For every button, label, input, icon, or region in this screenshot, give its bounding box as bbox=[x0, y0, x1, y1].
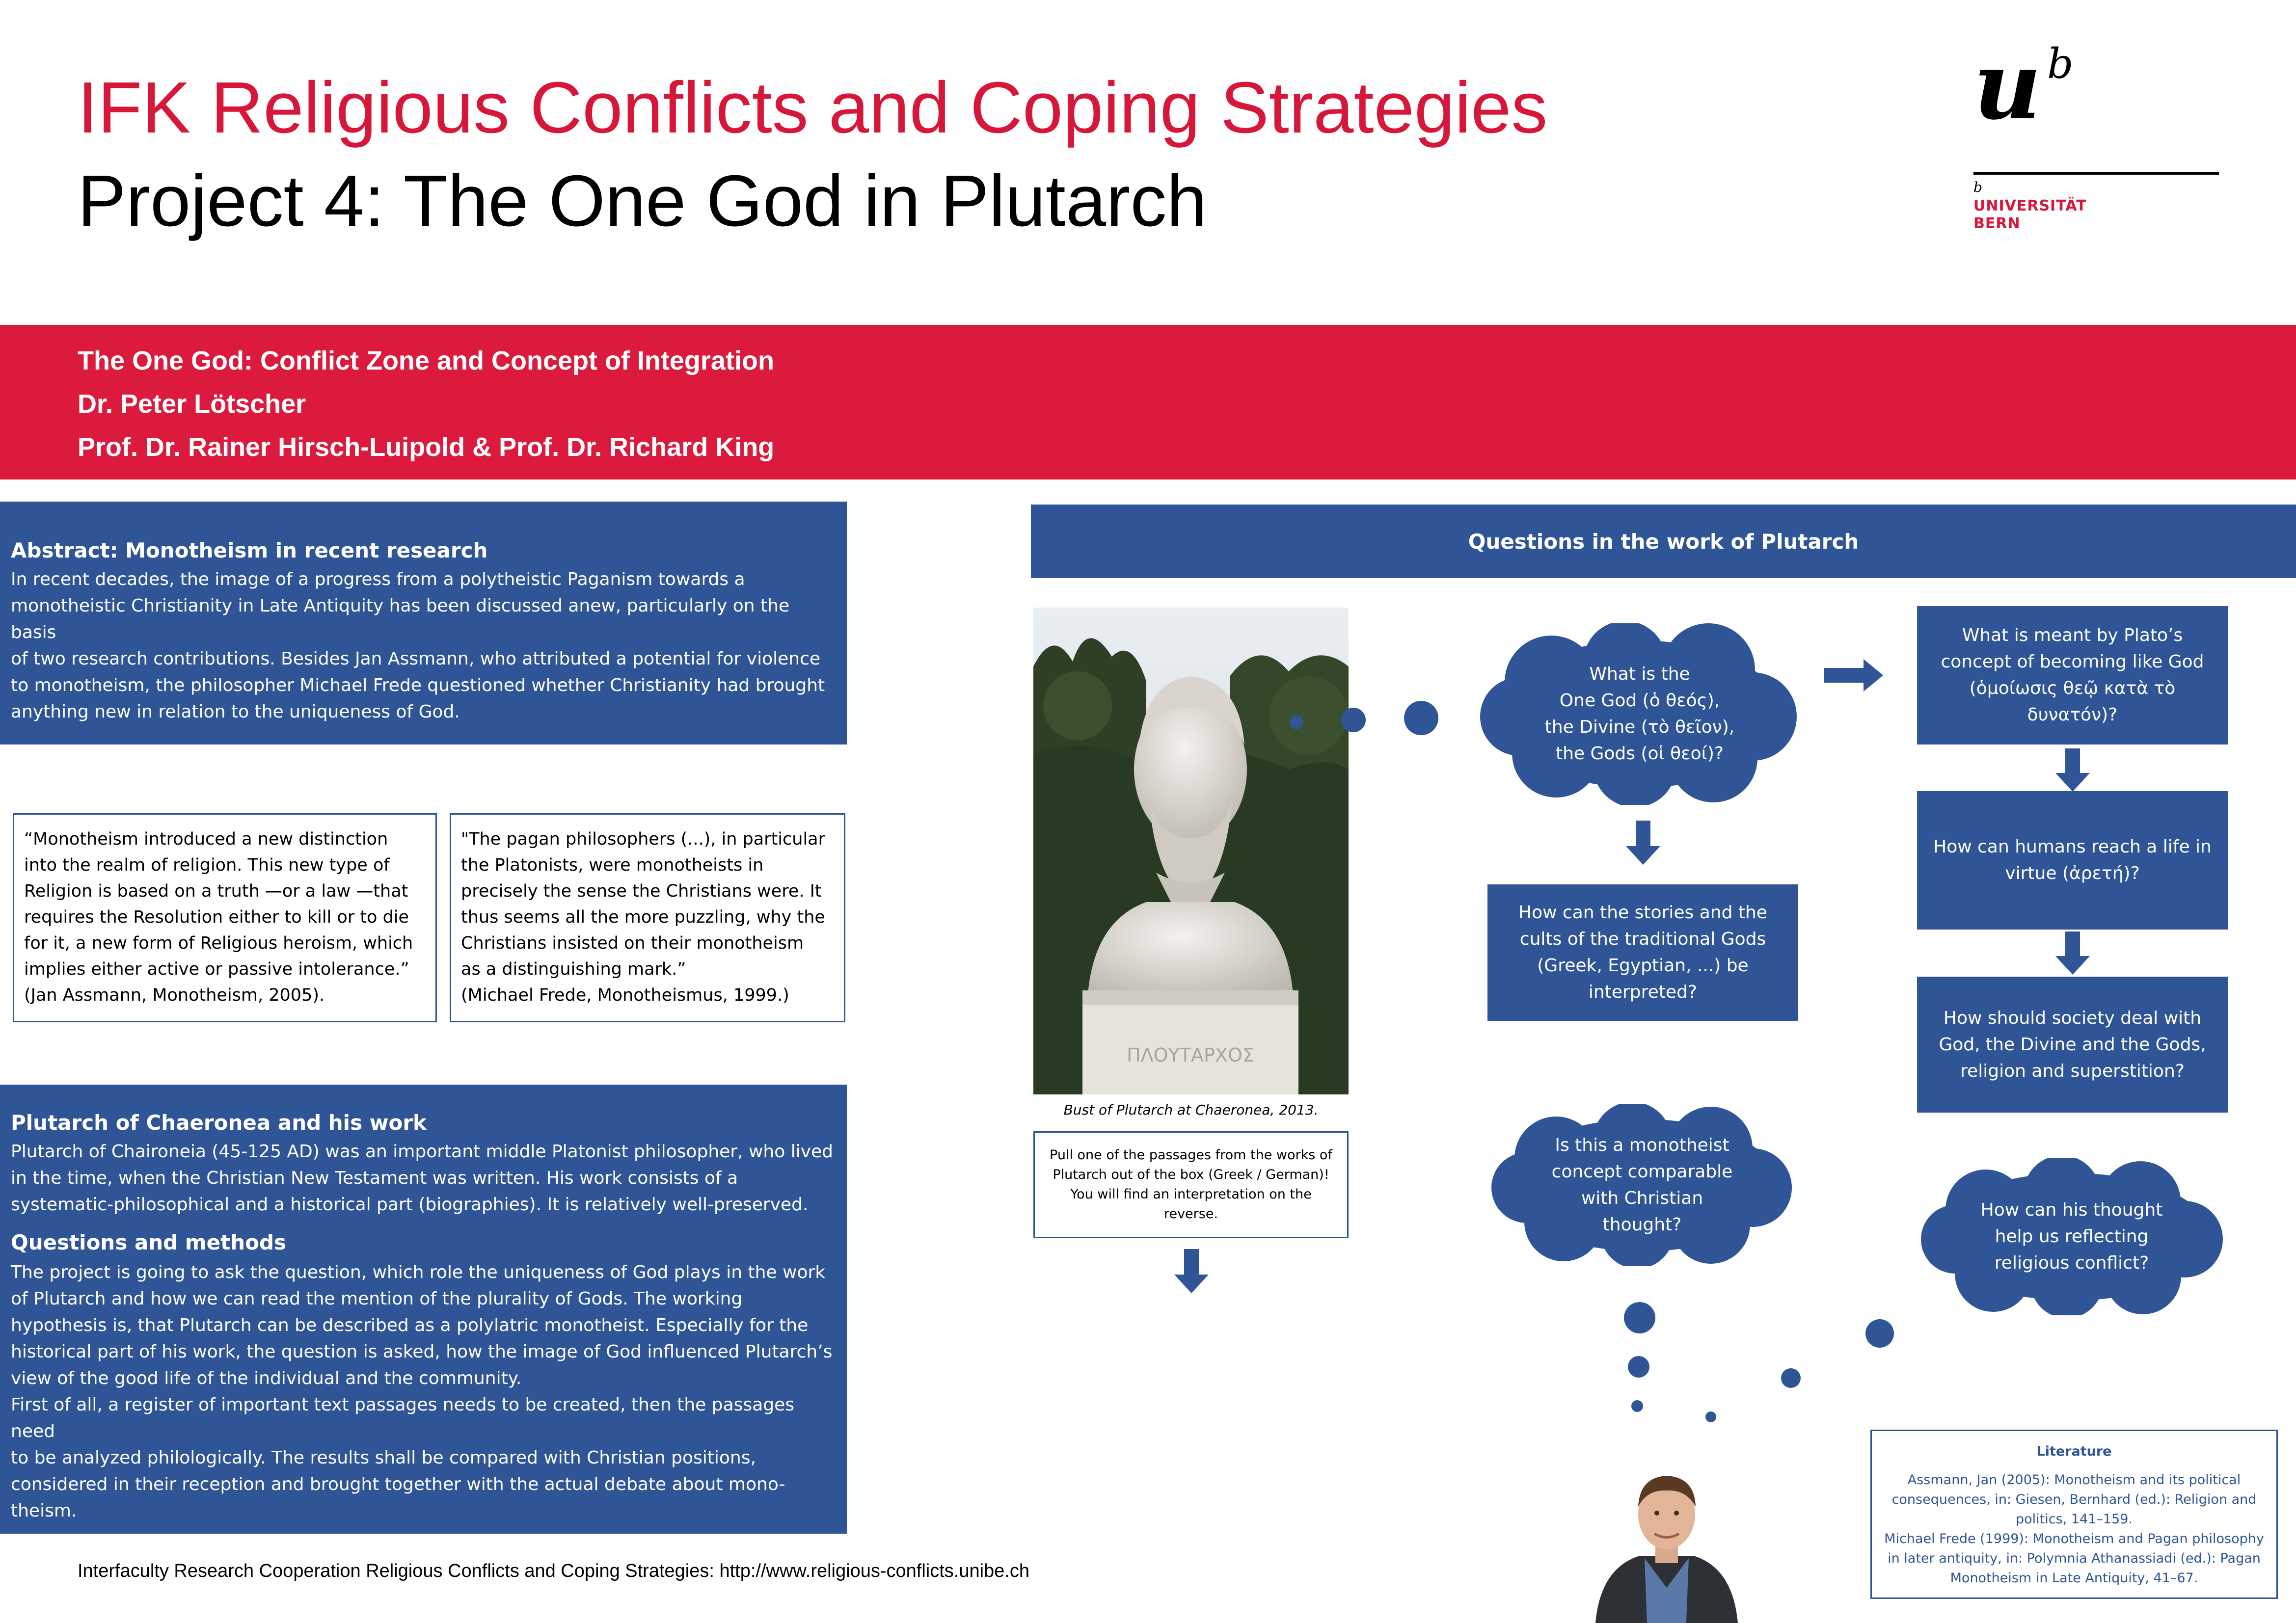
note-line: reverse. bbox=[1163, 1206, 1218, 1222]
literature-line: in later antiquity, in: Polymnia Athanassiadi (ed.): Pagan bbox=[1888, 1551, 2261, 1566]
cloud-line: the Divine (τὸ θεῖον), bbox=[1544, 717, 1735, 737]
literature-box bbox=[1870, 1430, 2278, 1599]
cloud-line: thought? bbox=[1602, 1215, 1682, 1235]
node-line: God, the Divine and the Gods, bbox=[1939, 1034, 2206, 1055]
questions-banner: Questions in the work of Plutarch bbox=[1031, 505, 2296, 578]
plutarch-box bbox=[0, 1085, 847, 1534]
quote-assmann bbox=[13, 813, 437, 1022]
node-line: cults of the traditional Gods bbox=[1519, 929, 1766, 949]
bust-inscription: ΠΛΟΥΤΑΡΧΟΣ bbox=[1127, 1044, 1254, 1066]
methods-line: hypothesis is, that Plutarch can be described as a polylatric monotheist. Especially for the bbox=[11, 1315, 809, 1335]
node-line: interpreted? bbox=[1588, 982, 1698, 1002]
thought-dot bbox=[1628, 1356, 1649, 1378]
passage-note bbox=[1033, 1131, 1349, 1238]
photo-caption: Bust of Plutarch at Chaeronea, 2013. bbox=[1063, 1102, 1319, 1118]
methods-line: theism. bbox=[11, 1501, 77, 1521]
literature-line: politics, 141–159. bbox=[2016, 1512, 2133, 1527]
methods-line: The project is going to ask the question, which role the uniqueness of God plays in the work bbox=[11, 1262, 826, 1282]
abstract-box bbox=[0, 502, 847, 745]
logo-line-2: BERN bbox=[1973, 215, 2021, 232]
methods-line: view of the good life of the individual and the community. bbox=[11, 1368, 522, 1388]
band-subtitle: The One God: Conflict Zone and Concept of Integration bbox=[78, 346, 774, 375]
node-line: concept of becoming like God bbox=[1941, 652, 2204, 672]
cloud-conflict bbox=[1912, 1158, 2231, 1315]
quote-line: the Platonists, were monotheists in bbox=[461, 855, 764, 875]
quote-line: thus seems all the more puzzling, why the bbox=[461, 907, 825, 927]
abstract-line: monotheistic Christianity in Late Antiquity has been discussed anew, particularly on the basis bbox=[11, 596, 790, 642]
cloud-line: How can his thought bbox=[1980, 1200, 2163, 1220]
node-line: δυνατόν)? bbox=[2027, 705, 2118, 725]
logo-superscript: b bbox=[2047, 40, 2074, 88]
down-arrow-icon bbox=[2055, 931, 2090, 975]
quote-line: for it, a new form of Religious heroism, which bbox=[24, 933, 413, 953]
logo-rule bbox=[1973, 172, 2219, 175]
quote-line: (Michael Frede, Monotheismus, 1999.) bbox=[461, 985, 789, 1005]
node-line: virtue (ἀρετή)? bbox=[2005, 863, 2140, 883]
footer-credit: Interfaculty Research Cooperation Religious Conflicts and Coping Strategies: http://www.religious-conflicts.unibe.ch bbox=[78, 1561, 1029, 1581]
cloud-line: religious conflict? bbox=[1994, 1253, 2149, 1273]
literature-line: Monotheism in Late Antiquity, 41–67. bbox=[1950, 1570, 2198, 1586]
quote-line: precisely the sense the Christians were. It bbox=[461, 881, 822, 901]
thought-dot bbox=[1705, 1411, 1716, 1422]
cloud-line: One God (ὁ θεός), bbox=[1559, 691, 1720, 711]
cloud-line: Is this a monotheist bbox=[1555, 1135, 1729, 1155]
cloud-monotheist bbox=[1485, 1104, 1799, 1266]
methods-line: considered in their reception and brought together with the actual debate about mono- bbox=[11, 1474, 785, 1494]
thought-dot bbox=[1865, 1319, 1894, 1348]
node-line: (ὁμοίωσις θεῷ κατὰ τὸ bbox=[1969, 678, 2176, 698]
note-line: Pull one of the passages from the works of bbox=[1050, 1147, 1332, 1163]
abstract-line: to monotheism, the philosopher Michael Frede questioned whether Christianity had brought bbox=[11, 675, 825, 695]
question-society bbox=[1917, 977, 2228, 1113]
abstract-line: of two research contributions. Besides Jan Assmann, who attributed a potential for violence bbox=[11, 649, 821, 669]
question-stories bbox=[1487, 884, 1798, 1021]
cloud-line: What is the bbox=[1589, 664, 1690, 684]
author-portrait bbox=[1586, 1460, 1748, 1623]
abstract-heading: Abstract: Monotheism in recent research bbox=[11, 538, 488, 562]
cloud-one-god bbox=[1478, 623, 1802, 805]
literature-line: Michael Frede (1999): Monotheism and Pagan philosophy bbox=[1884, 1531, 2264, 1546]
node-line: How can humans reach a life in bbox=[1933, 837, 2212, 857]
abstract-text bbox=[11, 566, 836, 725]
abstract-line: anything new in relation to the uniqueness of God. bbox=[11, 702, 460, 722]
right-arrow-icon bbox=[1824, 659, 1883, 692]
quote-line: into the realm of religion. This new type of bbox=[24, 855, 390, 875]
plutarch-line: Plutarch of Chaironeia (45-125 AD) was an important middle Platonist philosopher, who lived bbox=[11, 1142, 834, 1162]
title-band bbox=[0, 325, 2296, 479]
quote-line: as a distinguishing mark.” bbox=[461, 959, 686, 979]
methods-text bbox=[11, 1259, 836, 1524]
logo-text bbox=[1973, 197, 2087, 233]
literature-line: consequences, in: Giesen, Bernhard (ed.): Religion and bbox=[1891, 1492, 2257, 1507]
project-title: Project 4: The One God in Plutarch bbox=[78, 160, 1207, 241]
plutarch-line: systematic-philosophical and a historical part (biographies). It is relatively well-preserved. bbox=[11, 1195, 809, 1215]
quote-line: requires the Resolution either to kill or to die bbox=[24, 907, 409, 927]
logo-small-b: b bbox=[1973, 179, 1982, 195]
node-line: What is meant by Plato’s bbox=[1962, 625, 2183, 645]
abstract-line: In recent decades, the image of a progress from a polytheistic Paganism towards a bbox=[11, 569, 745, 589]
methods-line: First of all, a register of important text passages needs to be created, then the passages need bbox=[11, 1395, 795, 1441]
plutarch-heading: Plutarch of Chaeronea and his work bbox=[11, 1111, 427, 1135]
down-arrow-icon bbox=[1626, 821, 1660, 865]
node-line: How should society deal with bbox=[1943, 1008, 2202, 1028]
university-logo bbox=[1973, 31, 2219, 245]
literature-line: Assmann, Jan (2005): Monotheism and its political bbox=[1907, 1472, 2241, 1488]
plutarch-text bbox=[11, 1139, 836, 1218]
quote-line: (Jan Assmann, Monotheism, 2005). bbox=[24, 985, 325, 1005]
quote-line: Religion is based on a truth —or a law —that bbox=[24, 881, 408, 901]
methods-line: to be analyzed philologically. The results shall be compared with Christian positions, bbox=[11, 1448, 756, 1468]
methods-line: historical part of his work, the question is asked, how the image of God influenced Plutarch’s bbox=[11, 1342, 833, 1362]
literature-heading: Literature bbox=[2036, 1444, 2112, 1459]
down-arrow-icon bbox=[1174, 1249, 1209, 1293]
logo-line-1: UNIVERSITÄT bbox=[1973, 197, 2087, 214]
band-supervisors: Prof. Dr. Rainer Hirsch-Luipold & Prof. Dr. Richard King bbox=[78, 432, 775, 462]
quote-line: implies either active or passive intolerance.” bbox=[24, 959, 409, 979]
down-arrow-icon bbox=[2055, 748, 2090, 792]
methods-line: of Plutarch and how we can read the mention of the plurality of Gods. The working bbox=[11, 1289, 743, 1309]
poster-title: IFK Religious Conflicts and Coping Strategies bbox=[78, 67, 1548, 148]
quote-line: Christians insisted on their monotheism bbox=[461, 933, 804, 953]
question-virtue bbox=[1917, 791, 2228, 930]
quote-line: "The pagan philosophers (...), in particular bbox=[461, 829, 826, 849]
methods-heading: Questions and methods bbox=[11, 1230, 287, 1254]
thought-dot bbox=[1341, 708, 1366, 732]
thought-dot bbox=[1624, 1302, 1655, 1333]
thought-dot bbox=[1290, 716, 1303, 729]
cloud-line: help us reflecting bbox=[1995, 1226, 2149, 1247]
note-line: You will find an interpretation on the bbox=[1070, 1187, 1312, 1202]
cloud-line: concept comparable bbox=[1551, 1162, 1733, 1182]
node-line: (Greek, Egyptian, ...) be bbox=[1537, 956, 1749, 976]
node-line: religion and superstition? bbox=[1960, 1061, 2185, 1081]
quote-line: “Monotheism introduced a new distinction bbox=[24, 829, 388, 849]
question-plato bbox=[1917, 606, 2228, 745]
cloud-line: the Gods (οἱ θεοί)? bbox=[1555, 744, 1724, 764]
quote-frede bbox=[450, 813, 845, 1022]
node-line: How can the stories and the bbox=[1518, 903, 1767, 923]
plutarch-bust-photo bbox=[1033, 608, 1349, 1094]
plutarch-line: in the time, when the Christian New Testament was written. His work consists of a bbox=[11, 1168, 738, 1188]
logo-mark: u bbox=[1973, 31, 2042, 140]
note-line: Plutarch out of the box (Greek / German)! bbox=[1053, 1167, 1329, 1182]
thought-dot bbox=[1631, 1400, 1643, 1412]
thought-dot bbox=[1404, 701, 1438, 735]
band-author: Dr. Peter Lötscher bbox=[78, 389, 306, 419]
cloud-line: with Christian bbox=[1581, 1188, 1703, 1208]
thought-dot bbox=[1781, 1368, 1801, 1388]
